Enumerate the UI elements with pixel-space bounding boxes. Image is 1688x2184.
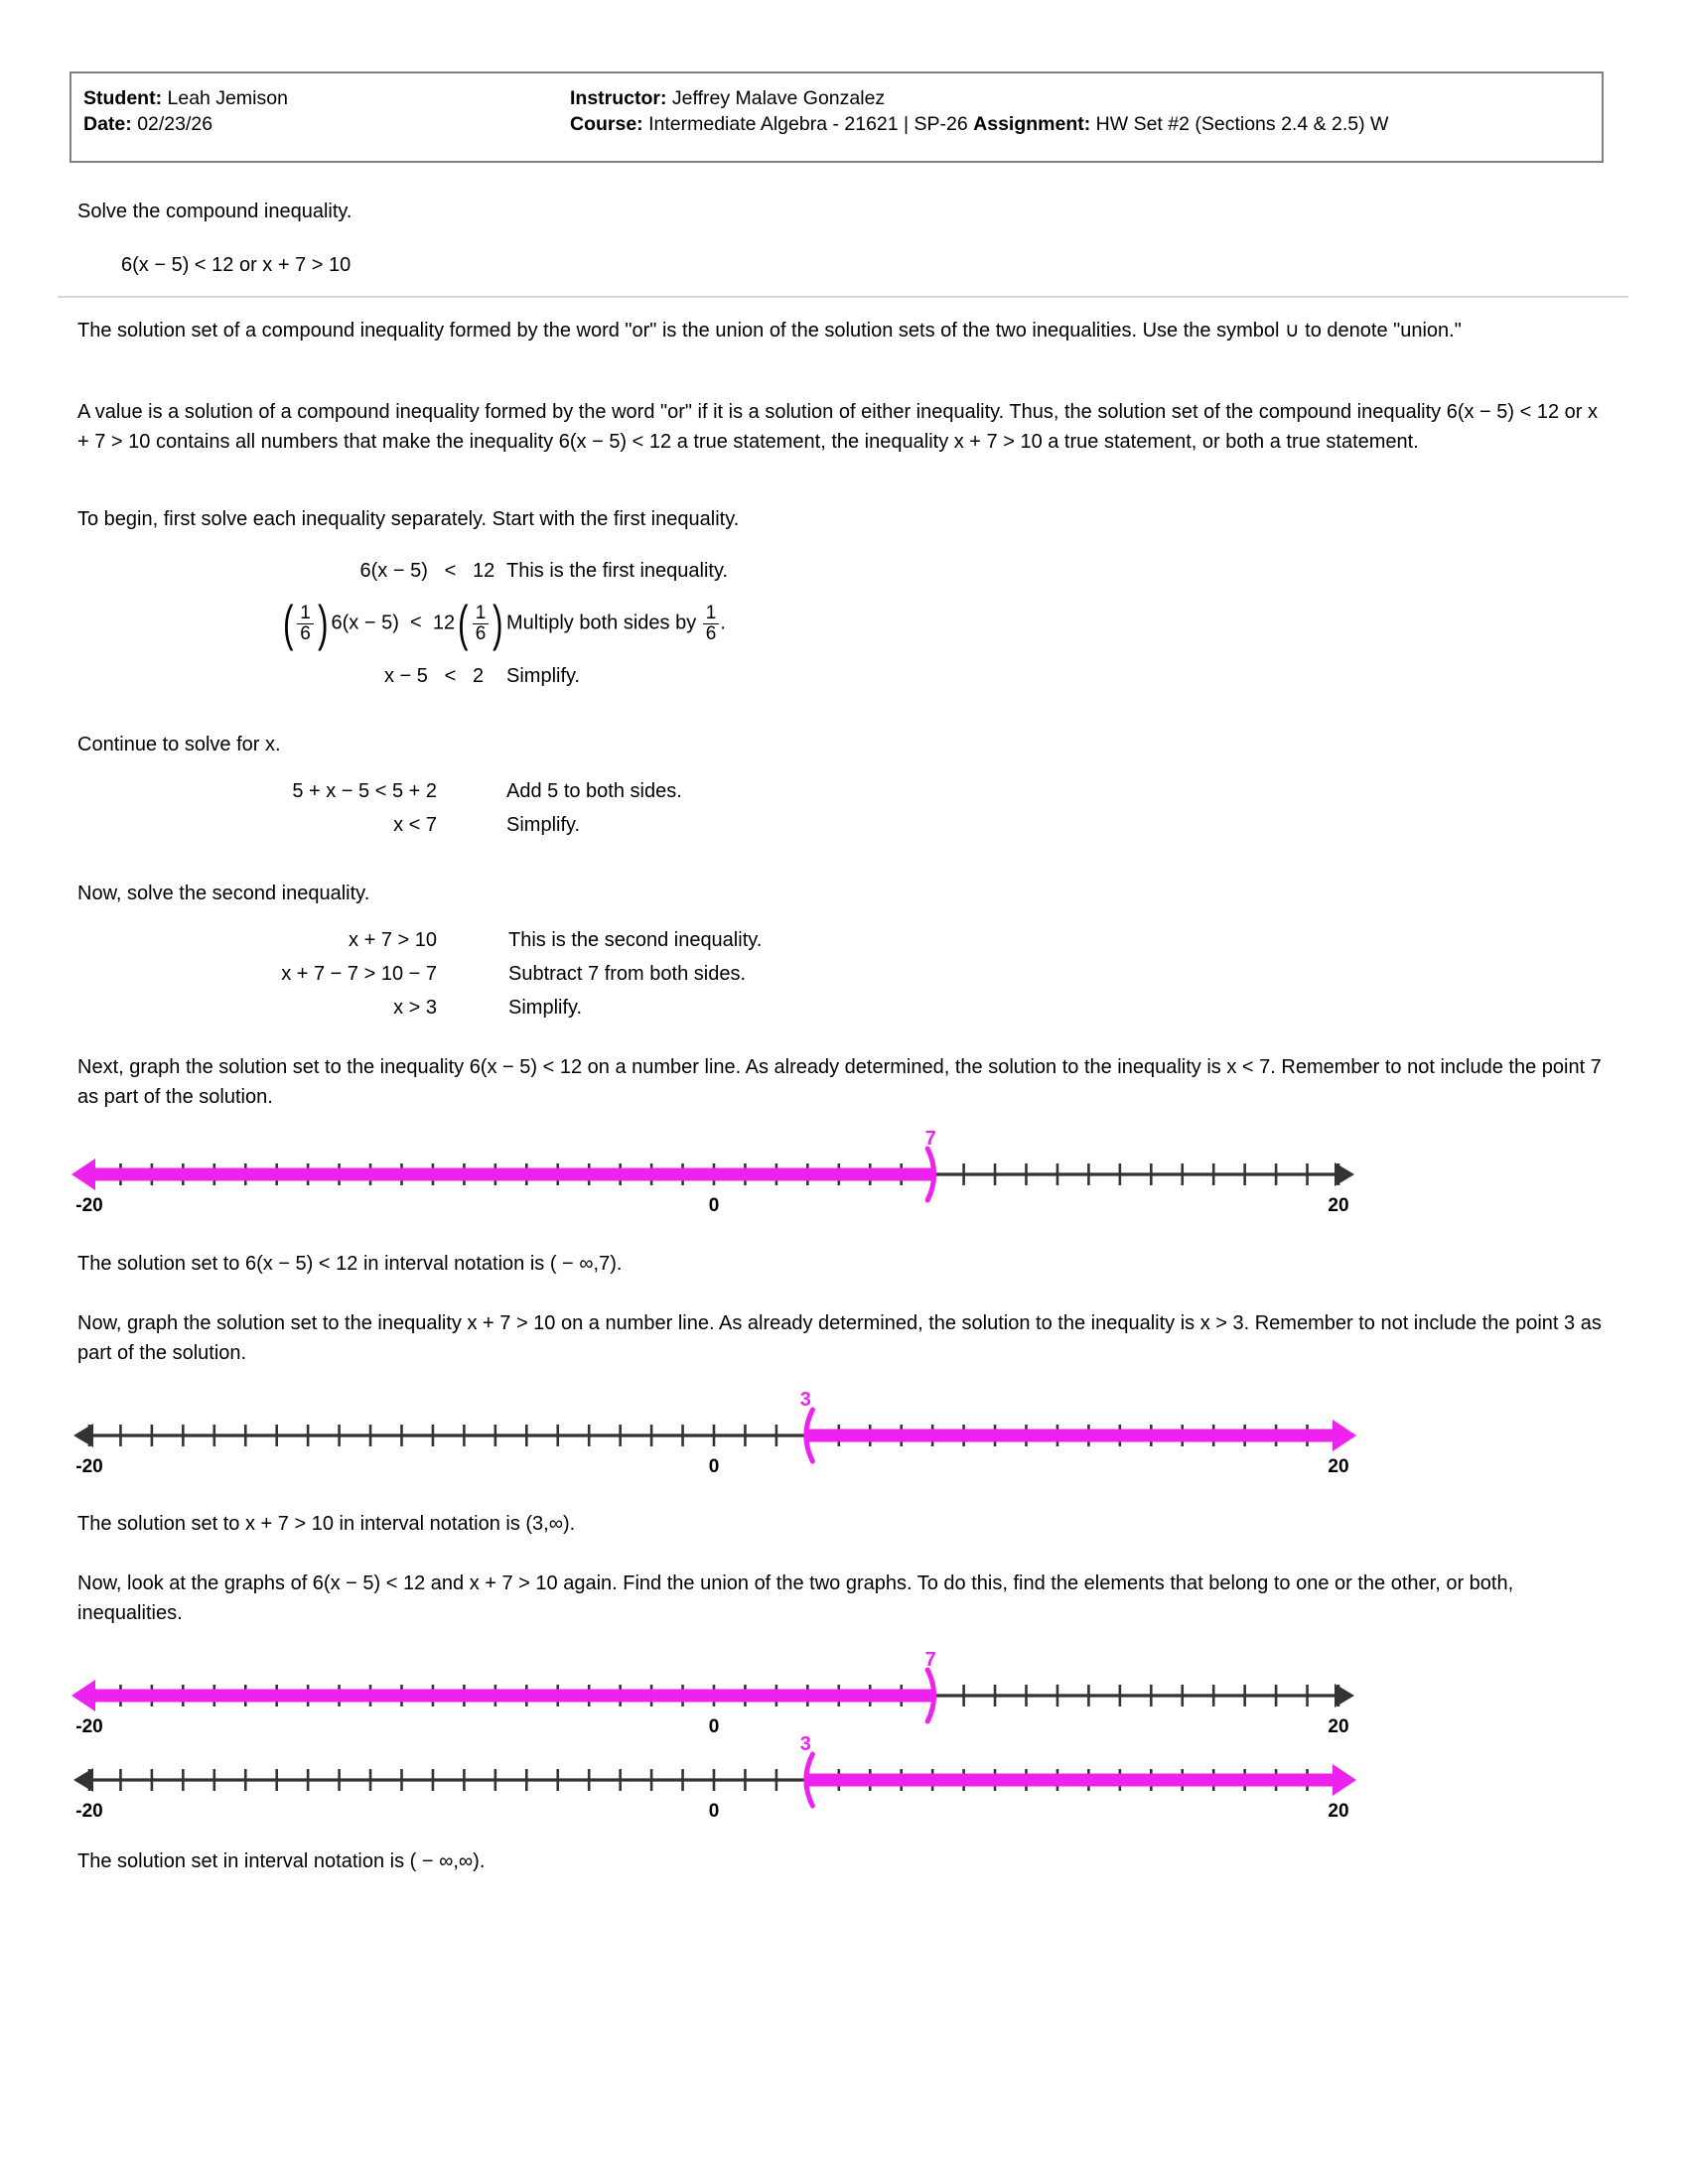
step-math — [109, 554, 506, 588]
step-math: x > 3 — [393, 997, 437, 1019]
fraction-numerator: 1 — [705, 602, 717, 623]
tick-label: 0 — [708, 1456, 720, 1477]
steps-first-inequality — [109, 554, 1023, 693]
boundary-label: 7 — [924, 1649, 936, 1671]
numberline-4-svg — [70, 1732, 1360, 1832]
axis-arrow-right-icon — [1335, 1684, 1354, 1707]
tick-label: -20 — [75, 1195, 103, 1216]
date-line — [83, 111, 570, 137]
assignment-label: Assignment: — [973, 113, 1091, 135]
boundary-label: 3 — [799, 1733, 811, 1755]
tick-label: 20 — [1328, 1456, 1349, 1477]
numberline-1 — [70, 1127, 1360, 1226]
step-relation: < — [410, 612, 422, 634]
fraction-numerator: 1 — [475, 602, 487, 623]
problem-prompt: Solve the compound inequality. — [77, 201, 352, 222]
step-math: x < 7 — [393, 814, 437, 836]
date-value: 02/23/26 — [137, 113, 213, 135]
step-rhs-coefficient: 12 — [432, 612, 456, 634]
fraction-numerator: 1 — [300, 602, 311, 623]
course-label: Course: — [570, 113, 643, 135]
fraction-one-sixth-inline — [703, 604, 720, 644]
left-paren-open-icon: ( — [282, 596, 294, 651]
tick-label: 0 — [708, 1195, 720, 1216]
step-description: Add 5 to both sides. — [506, 780, 682, 802]
left-paren-close-icon: ) — [318, 596, 329, 651]
step-description-text: Multiply both sides by — [506, 612, 702, 634]
date-label: Date: — [83, 113, 132, 135]
header-student-block — [83, 83, 570, 153]
step-rhs: 12 — [473, 560, 495, 582]
paragraph-second-inequality: Now, solve the second inequality. — [77, 883, 370, 904]
step-math: 5 + x − 5 < 5 + 2 — [292, 780, 437, 802]
step-rhs: 2 — [473, 665, 485, 687]
fraction-denominator: 6 — [703, 623, 720, 644]
fraction-one-sixth-right — [473, 604, 490, 644]
instructor-label: Instructor: — [570, 87, 667, 109]
step-math-fraction — [109, 588, 506, 659]
paragraph-interval-second: The solution set to x + 7 > 10 in interval notation is (3,∞). — [77, 1513, 576, 1535]
paragraph-union-definition: The solution set of a compound inequality formed by the word "or" is the union of the solution sets of the two inequalities. Use the symbol ∪ to denote "union." — [77, 320, 1462, 341]
solution-ray — [807, 1764, 1356, 1796]
paragraph-continue: Continue to solve for x. — [77, 734, 281, 755]
student-name: Leah Jemison — [167, 87, 288, 109]
right-paren-close-icon: ) — [492, 596, 503, 651]
step-description: This is the first inequality. — [506, 560, 729, 582]
step-row — [109, 774, 1023, 808]
step-lhs: x − 5 — [383, 665, 428, 687]
solution-ray — [71, 1159, 932, 1190]
step-row — [109, 659, 1023, 693]
paragraph-or-explanation: A value is a solution of a compound inequality formed by the word "or" if it is a solution of either inequality. Thus, the solution set of the compound inequality 6(x − 5) < 12 or x + 7 > 10 contains all numbers that make the inequality 6(x − 5) < 12 a true statement, the inequality x + 7 > 10 a true statement, or both a true statement. — [77, 401, 1598, 453]
step-description: Simplify. — [506, 814, 581, 836]
instructor-name: Jeffrey Malave Gonzalez — [671, 87, 886, 109]
tick-label: 20 — [1328, 1801, 1349, 1822]
paragraph-interval-first: The solution set to 6(x − 5) < 12 in interval notation is ( − ∞,7). — [77, 1253, 623, 1275]
step-description: Subtract 7 from both sides. — [508, 963, 747, 985]
step-math: x + 7 − 7 > 10 − 7 — [281, 963, 437, 985]
header-course-block — [570, 83, 1594, 153]
steps-table-second — [109, 923, 1025, 1024]
step-description-multiply — [506, 588, 1023, 659]
course-assignment-line — [570, 111, 1594, 137]
steps-second-inequality — [109, 923, 1025, 1024]
steps-table-continue — [109, 774, 1023, 842]
axis-arrow-right-icon — [1335, 1162, 1354, 1186]
step-math — [109, 659, 506, 693]
boundary-label: 7 — [924, 1128, 936, 1150]
step-relation: < — [444, 665, 457, 687]
numberline-2 — [70, 1388, 1360, 1487]
paragraph-union-graphs: Now, look at the graphs of 6(x − 5) < 12 and x + 7 > 10 again. Find the union of the two graphs. To do this, find the elements that belong to one or the other, or both, inequalities. — [77, 1572, 1514, 1624]
step-description: Simplify. — [506, 665, 581, 687]
boundary-label: 3 — [799, 1389, 811, 1411]
step-row — [109, 923, 1025, 957]
step-row — [109, 991, 1025, 1024]
step-row — [109, 588, 1023, 659]
step-description-period: . — [720, 612, 726, 634]
tick-label: 0 — [708, 1716, 720, 1737]
course-name: Intermediate Algebra - 21621 | SP-26 — [648, 113, 968, 135]
right-paren-open-icon: ( — [458, 596, 469, 651]
paragraph-graph-first: Next, graph the solution set to the inequality 6(x − 5) < 12 on a number line. As already determined, the solution to the inequality is x < 7. Remember to not include the point 7 as part of the solution. — [77, 1056, 1602, 1108]
step-description: This is the second inequality. — [508, 929, 763, 951]
assignment-name: HW Set #2 (Sections 2.4 & 2.5) W — [1095, 113, 1389, 135]
tick-label: 20 — [1328, 1716, 1349, 1737]
steps-continue — [109, 774, 1023, 842]
numberline-2-svg — [70, 1388, 1360, 1487]
tick-label: 0 — [708, 1801, 720, 1822]
fraction-one-sixth — [297, 604, 314, 644]
solution-ray — [807, 1420, 1356, 1451]
step-row — [109, 554, 1023, 588]
step-description: Simplify. — [508, 997, 583, 1019]
tick-label: -20 — [75, 1801, 103, 1822]
step-relation: < — [444, 560, 457, 582]
numberline-1-svg — [70, 1127, 1360, 1226]
tick-label: 20 — [1328, 1195, 1349, 1216]
student-line — [83, 85, 570, 111]
step-row — [109, 957, 1025, 991]
steps-table-first — [109, 554, 1023, 693]
numberline-4 — [70, 1732, 1360, 1832]
assignment-header — [70, 71, 1604, 163]
axis-arrow-left-icon — [73, 1768, 93, 1792]
axis-arrow-left-icon — [73, 1424, 93, 1447]
paragraph-begin-instruction: To begin, first solve each inequality separately. Start with the first inequality. — [77, 508, 740, 530]
tick-label: -20 — [75, 1456, 103, 1477]
instructor-line — [570, 85, 1594, 111]
paragraph-final-interval: The solution set in interval notation is ( − ∞,∞). — [77, 1850, 486, 1872]
problem-equation: 6(x − 5) < 12 or x + 7 > 10 — [121, 254, 352, 276]
tick-label: -20 — [75, 1716, 103, 1737]
fraction-denominator: 6 — [473, 623, 490, 644]
solution-ray — [71, 1680, 932, 1711]
step-lhs: 6(x − 5) — [359, 560, 428, 582]
fraction-denominator: 6 — [297, 623, 314, 644]
paragraph-graph-second: Now, graph the solution set to the inequality x + 7 > 10 on a number line. As already determined, the solution to the inequality is x > 3. Remember to not include the point 3 as part of the solution. — [77, 1312, 1602, 1364]
step-row — [109, 808, 1023, 842]
student-label: Student: — [83, 87, 163, 109]
step-mid-expression: 6(x − 5) — [331, 612, 399, 634]
step-math: x + 7 > 10 — [349, 929, 437, 951]
section-divider — [58, 296, 1628, 298]
